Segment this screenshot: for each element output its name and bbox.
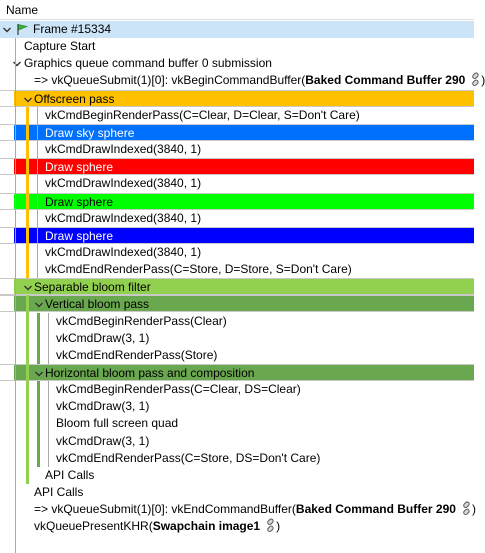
tree-row[interactable]: [0, 38, 474, 55]
tree-row-label: [56, 314, 227, 329]
row-text: vkCmdDrawIndexed(3840, 1): [45, 142, 202, 157]
row-text: Capture Start: [24, 39, 96, 54]
row-gutter: [0, 279, 14, 294]
row-text: Horizontal bloom pass and composition: [45, 366, 255, 380]
tree-row[interactable]: [0, 227, 474, 244]
row-text: => vkQueueSubmit(1)[0]: vkBeginCommandBuffer(: [34, 73, 306, 88]
tree-guide-line: [48, 313, 49, 364]
tree-row-label: [56, 382, 301, 397]
tree-row[interactable]: [0, 467, 474, 484]
tree-guide-line: [26, 295, 29, 484]
tree-row-label: [56, 331, 149, 346]
tree-guide-line: [26, 107, 29, 279]
tree-row[interactable]: [0, 381, 474, 398]
resource-name[interactable]: Baked Command Buffer 290: [295, 502, 456, 517]
tree-row-label: [56, 416, 178, 431]
tree-row-label: [34, 485, 83, 500]
tree-row-label: [45, 468, 94, 483]
tree-row[interactable]: [0, 433, 474, 450]
row-text: vkQueuePresentKHR(: [34, 519, 153, 534]
tree-row[interactable]: [0, 55, 474, 72]
row-gutter: [0, 228, 14, 243]
row-text: API Calls: [45, 467, 95, 482]
row-text-tail: ): [471, 502, 476, 517]
tree-guide-line: [15, 38, 16, 553]
tree-row[interactable]: [0, 518, 474, 535]
tree-row[interactable]: [0, 295, 474, 312]
chevron-down-icon[interactable]: [34, 299, 44, 309]
tree-row-label: [45, 160, 113, 175]
row-text: API Calls: [34, 485, 84, 500]
column-header[interactable]: [0, 0, 474, 20]
row-text: Draw sphere: [45, 228, 114, 243]
tree-row-label: [24, 39, 95, 54]
tree-row-label: [34, 519, 280, 534]
tree-guide-line: [48, 381, 49, 467]
chevron-down-icon[interactable]: [23, 94, 33, 104]
tree-row-label: [34, 280, 151, 295]
tree-row-label: [45, 126, 134, 141]
row-gutter: [0, 365, 14, 380]
tree-row[interactable]: [0, 501, 474, 518]
tree-row-label: [56, 434, 149, 449]
row-text: Offscreen pass: [34, 91, 115, 106]
tree-row[interactable]: [0, 175, 474, 192]
tree-row[interactable]: [0, 278, 474, 295]
row-text-tail: ): [481, 73, 485, 88]
row-text: Draw sky sphere: [45, 125, 135, 140]
tree-row[interactable]: [0, 484, 474, 501]
row-text: => vkQueueSubmit(1)[0]: vkEndCommandBuffer(: [34, 502, 296, 517]
resource-name[interactable]: Baked Command Buffer 290: [305, 73, 466, 88]
tree-row[interactable]: [0, 261, 474, 278]
tree-row[interactable]: [0, 364, 474, 381]
row-text: vkCmdDrawIndexed(3840, 1): [45, 244, 202, 259]
tree-row[interactable]: [0, 72, 485, 89]
row-text: vkCmdDraw(3, 1): [56, 399, 150, 414]
tree-row-label: [34, 73, 485, 88]
tree-row-label: [45, 262, 352, 277]
tree-row-label: [45, 229, 113, 244]
tree-row-label: [56, 451, 320, 466]
row-gutter: [0, 296, 14, 311]
row-text: vkCmdDraw(3, 1): [56, 433, 150, 448]
tree-row[interactable]: [0, 21, 474, 38]
tree-row-label: [45, 297, 149, 312]
tree-row-label: [34, 502, 476, 517]
tree-guide-line: [37, 381, 40, 467]
row-text: vkCmdDraw(3, 1): [56, 330, 150, 345]
tree-row-label: [45, 108, 360, 123]
tree-row-label: [33, 22, 111, 37]
tree-row[interactable]: [0, 415, 474, 432]
row-text: vkCmdDrawIndexed(3840, 1): [45, 210, 202, 225]
tree-row[interactable]: [0, 313, 474, 330]
tree-row[interactable]: [0, 398, 474, 415]
chain-link-icon[interactable]: [458, 502, 472, 516]
row-text-tail: ): [276, 519, 281, 534]
row-text: vkCmdDrawIndexed(3840, 1): [45, 176, 202, 191]
row-text: Bloom full screen quad: [56, 416, 179, 431]
chain-link-icon[interactable]: [467, 73, 481, 87]
row-text: vkCmdEndRenderPass(Store): [56, 347, 218, 362]
row-gutter: [0, 125, 14, 140]
row-text: vkCmdBeginRenderPass(C=Clear, D=Clear, S=Don't Care): [45, 107, 360, 122]
tree-row[interactable]: [0, 210, 474, 227]
tree-guide-line: [37, 313, 40, 364]
tree-guide-line: [37, 107, 38, 279]
tree-row-label: [45, 211, 201, 226]
row-text: vkCmdEndRenderPass(C=Store, D=Store, S=Don't Care): [45, 262, 352, 277]
name-column-label: Name: [6, 3, 39, 17]
row-gutter: [0, 91, 14, 106]
tree-row-label: [34, 92, 114, 107]
chevron-down-icon[interactable]: [12, 58, 22, 68]
tree-row[interactable]: [0, 158, 474, 175]
tree-row[interactable]: [0, 450, 474, 467]
row-text: Draw sphere: [45, 194, 114, 209]
tree-row[interactable]: [0, 193, 474, 210]
tree-row-label: [45, 366, 254, 381]
row-text: vkCmdEndRenderPass(C=Store, DS=Don't Care): [56, 450, 321, 465]
tree-row-label: [24, 56, 272, 71]
row-text: Frame #15334: [33, 22, 112, 36]
tree-row[interactable]: [0, 244, 474, 261]
tree-row[interactable]: [0, 347, 474, 364]
tree-row[interactable]: [0, 90, 474, 107]
chevron-down-icon[interactable]: [34, 368, 44, 378]
tree-row-label: [45, 142, 201, 157]
tree-row[interactable]: [0, 107, 474, 124]
tree-row[interactable]: [0, 330, 474, 347]
row-text: vkCmdBeginRenderPass(Clear): [56, 313, 227, 328]
tree-row-label: [45, 195, 113, 210]
row-text: Graphics queue command buffer 0 submission: [24, 56, 272, 71]
row-text: Separable bloom filter: [34, 280, 151, 295]
tree-row-label: [45, 176, 201, 191]
row-text: Vertical bloom pass: [45, 297, 150, 312]
chain-link-icon[interactable]: [262, 519, 276, 533]
row-text: vkCmdBeginRenderPass(C=Clear, DS=Clear): [56, 382, 301, 397]
green-flag-icon: [16, 23, 28, 36]
tree-row[interactable]: [0, 124, 474, 141]
row-gutter: [0, 194, 14, 209]
tree-row-label: [56, 348, 217, 363]
row-gutter: [0, 159, 14, 174]
tree-row-label: [56, 399, 149, 414]
chevron-down-icon[interactable]: [23, 282, 33, 292]
resource-name[interactable]: Swapchain image1: [152, 519, 261, 534]
tree-row[interactable]: [0, 141, 474, 158]
row-text: Draw sphere: [45, 160, 114, 175]
chevron-down-icon[interactable]: [2, 24, 12, 34]
tree-row-label: [45, 245, 201, 260]
